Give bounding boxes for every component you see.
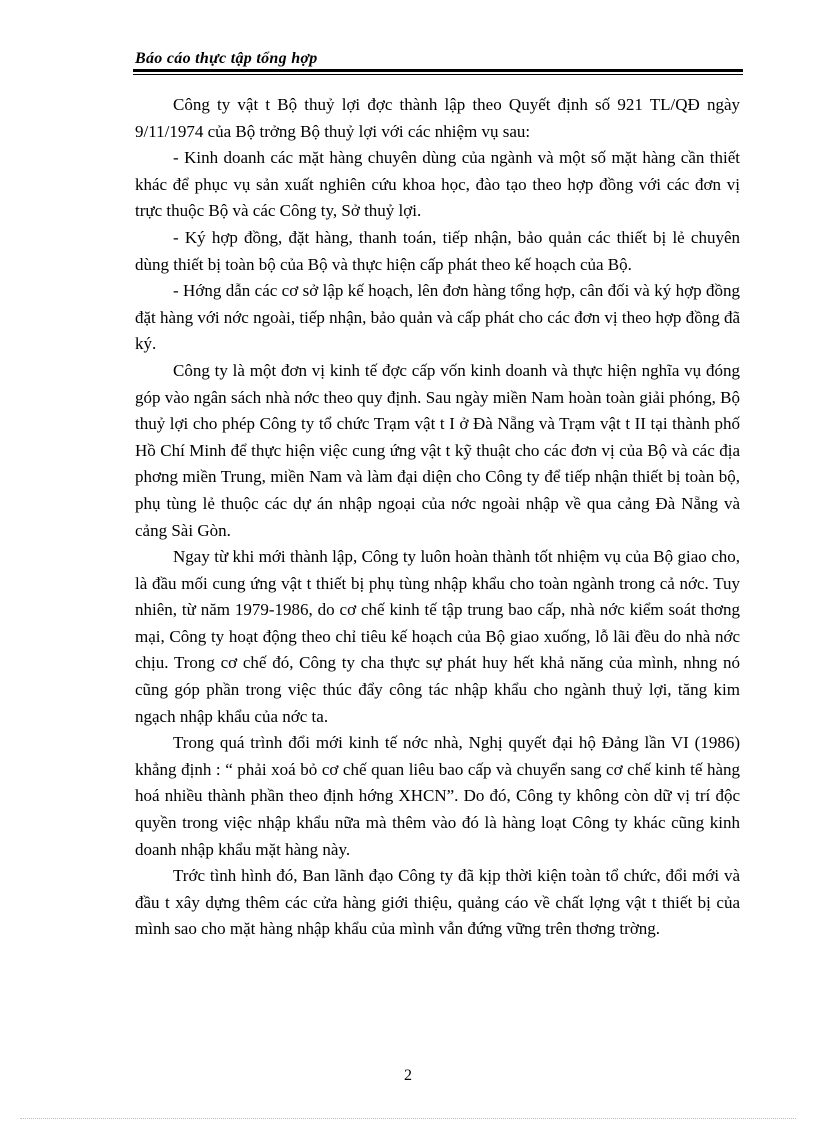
body-text <box>135 92 740 943</box>
paragraph-reform: Trong quá trình đổi mới kinh tế nớc nhà, Nghị quyết đại hộ Đảng lần VI (1986) khẳng định : “ phải xoá bỏ cơ chế quan liêu bao cấp và chuyển sang cơ chế kinh tế hàng hoá nhiều thành phần theo định hớng XHCN”. Do đó, Công ty không còn dữ vị trí độc quyền trong việc nhập khẩu nữa mà thêm vào đó là hàng loạt Công ty khác cũng kinh doanh nhập khẩu mặt hàng này. <box>135 733 740 859</box>
footer-dotted-rule <box>20 1118 796 1119</box>
paragraph-task-1: - Kinh doanh các mặt hàng chuyên dùng của ngành và một số mặt hàng cần thiết khác để phục vụ sản xuất nghiên cứu khoa học, đào tạo theo hợp đồng với các đơn vị trực thuộc Bộ và các Công ty, Sở thuỷ lợi. <box>135 148 740 221</box>
paragraph-intro: Công ty vật t Bộ thuỷ lợi đợc thành lập theo Quyết định số 921 TL/QĐ ngày 9/11/1974 của Bộ trởng Bộ thuỷ lợi với các nhiệm vụ sau: <box>135 95 740 141</box>
page-number: 2 <box>404 1067 412 1084</box>
paragraph-history: Ngay từ khi mới thành lập, Công ty luôn hoàn thành tốt nhiệm vụ của Bộ giao cho, là đầu mối cung ứng vật t thiết bị phụ tùng nhập khẩu cho toàn ngành trong cả nớc. Tuy nhiên, từ năm 1979-1986, do cơ chế kinh tế tập trung bao cấp, nhà nớc kiểm soát thơng mại, Công ty hoạt động theo chỉ tiêu kế hoạch của Bộ giao xuống, lỗ lãi đều do nhà nớc chịu. Trong cơ chế đó, Công ty cha thực sự phát huy hết khả năng của mình, nhng nó cũng góp phần trong việc thúc đẩy công tác nhập khẩu cho ngành thuỷ lợi, tăng kim ngạch nhập khẩu của nớc ta. <box>135 547 740 726</box>
page-header <box>133 46 743 78</box>
header-title: Báo cáo thực tập tổng hợp <box>135 50 318 67</box>
header-rule-thin <box>133 74 743 75</box>
header-rule-thick <box>133 69 743 72</box>
paragraph-funding: Công ty là một đơn vị kinh tế đợc cấp vốn kinh doanh và thực hiện nghĩa vụ đóng góp vào ngân sách nhà nớc theo quy định. Sau ngày miền Nam hoàn toàn giải phóng, Bộ thuỷ lợi cho phép Công ty tổ chức Trạm vật t I ở Đà Nẵng và Trạm vật t II tại thành phố Hồ Chí Minh để thực hiện việc cung ứng vật t kỹ thuật cho các đơn vị của Bộ và các địa phơng miền Trung, miền Nam và làm đại diện cho Công ty để tiếp nhận thiết bị toàn bộ, phụ tùng lẻ thuộc các dự án nhập ngoại của nớc ngoài nhập về qua cảng Đà Nẵng và cảng Sài Gòn. <box>135 360 740 540</box>
paragraph-task-3: - Hớng dẫn các cơ sở lập kế hoạch, lên đơn hàng tổng hợp, cân đối và ký hợp đồng đặt hàng với nớc ngoài, tiếp nhận, bảo quản và cấp phát cho các đơn vị theo hợp đồng đã ký. <box>135 281 740 354</box>
paragraph-response: Trớc tình hình đó, Ban lãnh đạo Công ty đã kịp thời kiện toàn tổ chức, đổi mới và đầu t xây dựng thêm các cửa hàng giới thiệu, quảng cáo về chất lợng vật t thiết bị của mình sao cho mặt hàng nhập khẩu của mình vẫn đứng vững trên thơng trờng. <box>135 866 740 939</box>
paragraph-task-2: - Ký hợp đồng, đặt hàng, thanh toán, tiếp nhận, bảo quản các thiết bị lẻ chuyên dùng thiết bị toàn bộ của Bộ và thực hiện cấp phát theo kế hoạch của Bộ. <box>135 227 740 274</box>
